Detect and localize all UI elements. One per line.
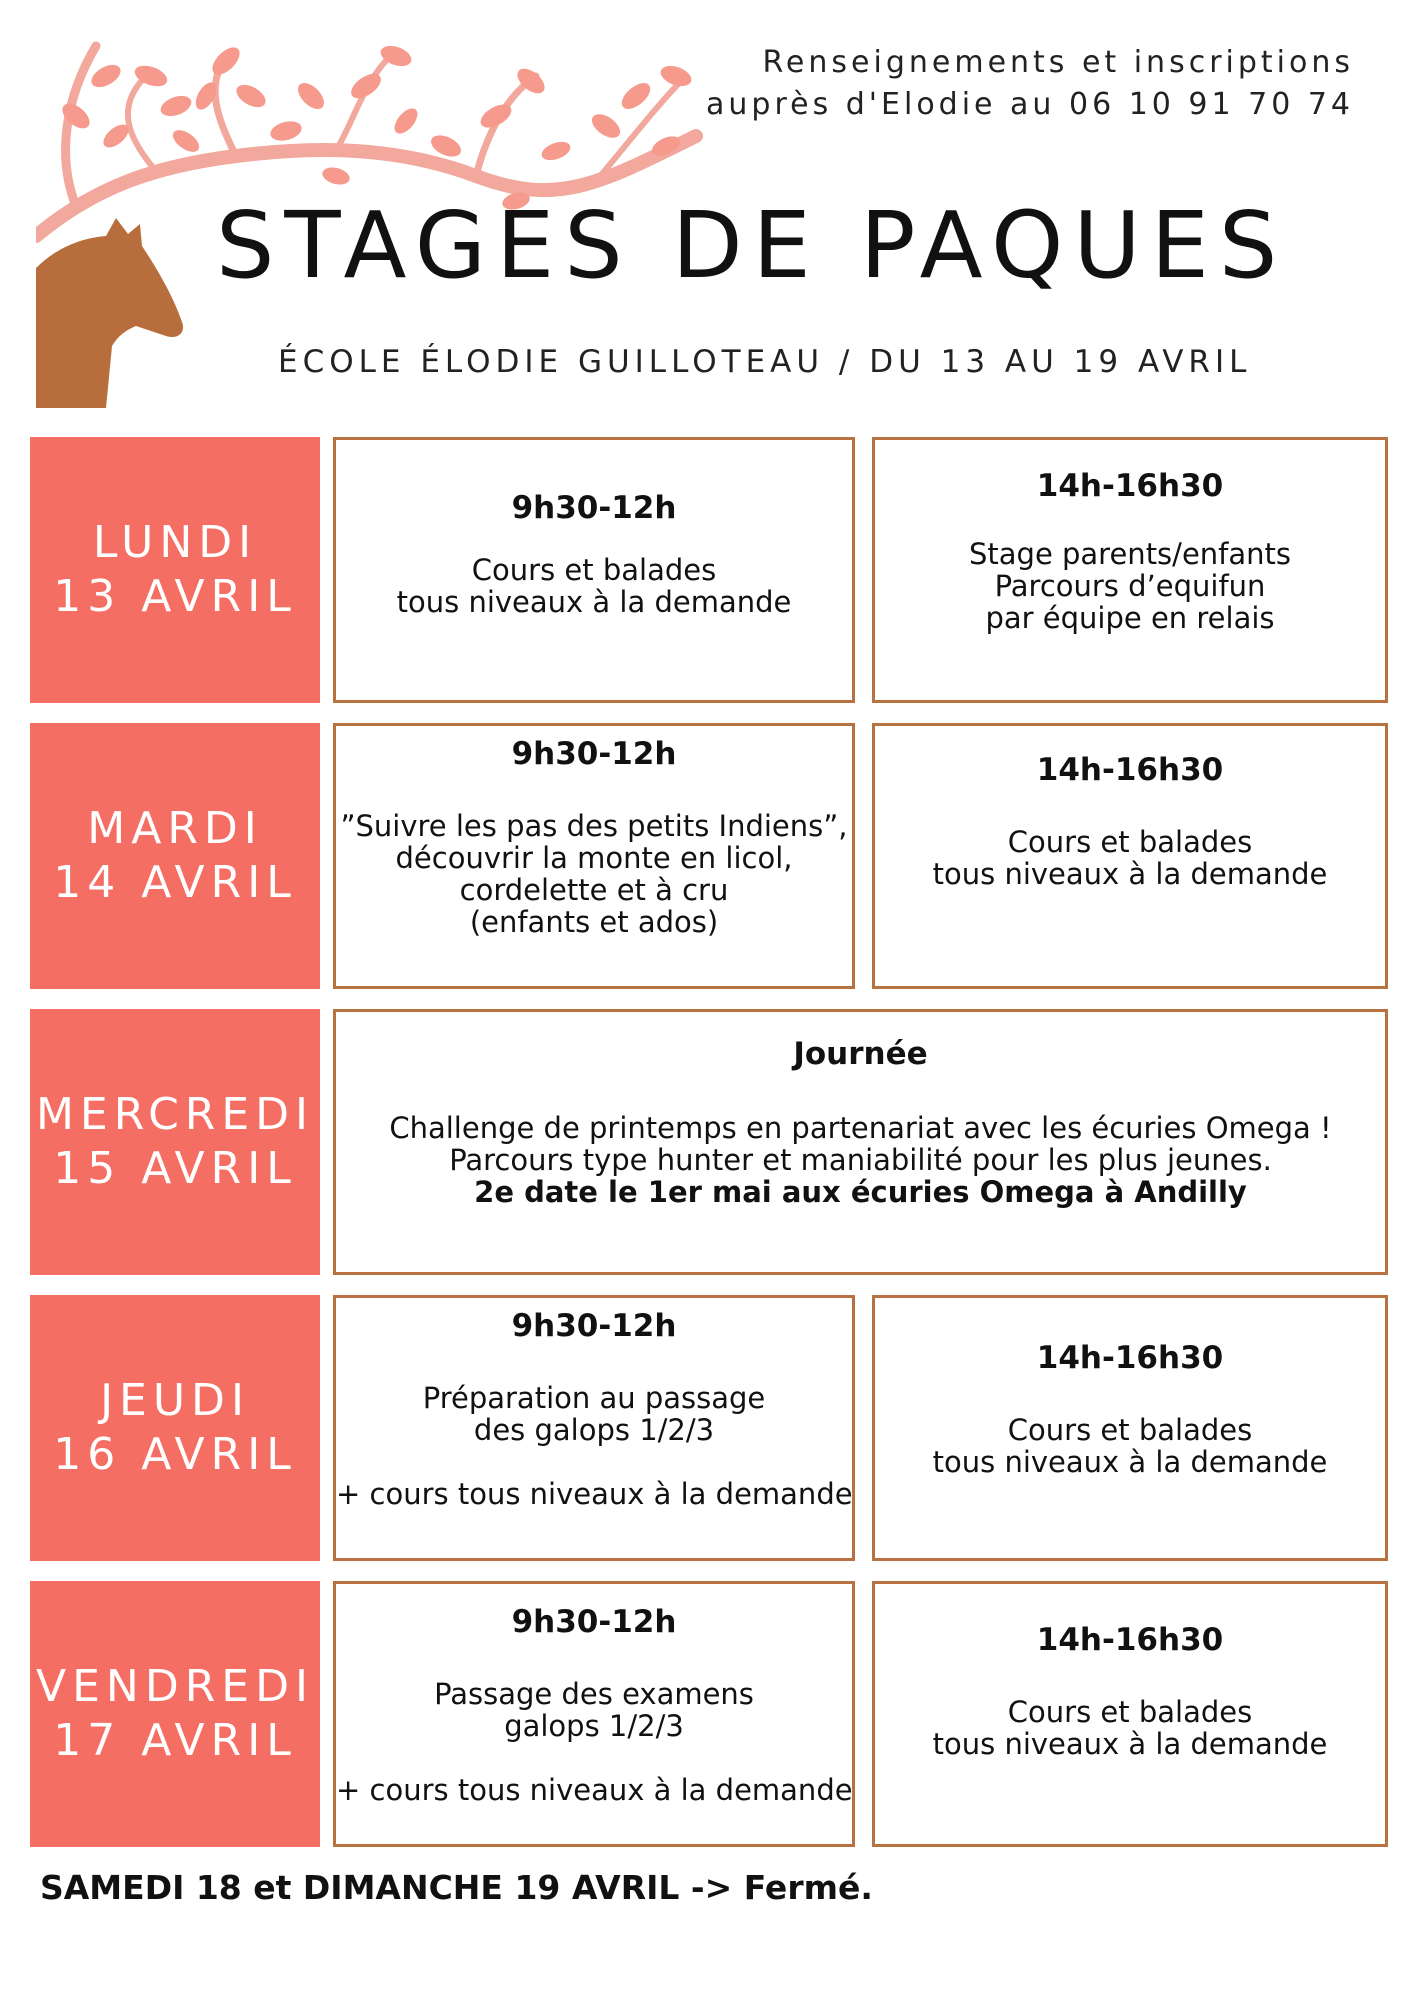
slot-text: Cours et balades [1007,825,1253,859]
page-subtitle: ÉCOLE ÉLODIE GUILLOTEAU / DU 13 AU 19 AVRIL [278,344,1252,380]
slot-text: Préparation au passage [422,1381,766,1415]
slot-text: Parcours type hunter et maniabilité pour les plus jeunes. [449,1143,1272,1177]
day-name: LUNDI [92,517,258,568]
horse-head-icon [36,218,186,408]
slot-text: Cours et balades [1007,1413,1253,1447]
closed-notice: SAMEDI 18 et DIMANCHE 19 AVRIL -> Fermé. [40,1868,873,1907]
day-date: 14 AVRIL [53,857,297,908]
slot-fullday-mercredi [333,1009,1388,1275]
slot-text: galops 1/2/3 [504,1709,684,1743]
day-label-vendredi [30,1581,320,1847]
slot-afternoon-mardi [872,723,1388,989]
slot-text: Cours et balades [1007,1695,1253,1729]
slot-text: Challenge de printemps en partenariat avec les écuries Omega ! [389,1111,1332,1145]
contact-line-1: Renseignements et inscriptions [762,45,1354,80]
slot-afternoon-vendredi [872,1581,1388,1847]
slot-text: tous niveaux à la demande [932,1727,1328,1761]
slot-time: 9h30-12h [511,736,677,772]
slot-text: Stage parents/enfants [968,537,1292,571]
day-name: JEUDI [100,1375,250,1426]
slot-text: Passage des examens [434,1677,754,1711]
slot-text: (enfants et ados) [469,905,719,939]
page-title: STAGES DE PAQUES [216,192,1288,299]
day-name: MARDI [87,803,263,854]
slot-morning-jeudi [333,1295,855,1561]
slot-time: 9h30-12h [511,490,677,526]
slot-text: Cours et balades [471,553,717,587]
slot-time: Journée [793,1036,928,1072]
day-label-jeudi [30,1295,320,1561]
slot-time: 14h-16h30 [1036,1340,1224,1376]
slot-extra: + cours tous niveaux à la demande [336,1477,853,1511]
slot-text: Parcours d’equifun [994,569,1266,603]
slot-time: 14h-16h30 [1036,468,1224,504]
slot-afternoon-lundi [872,437,1388,703]
slot-text-highlight: 2e date le 1er mai aux écuries Omega à Andilly [474,1175,1247,1209]
day-date: 17 AVRIL [53,1715,297,1766]
slot-text: tous niveaux à la demande [932,1445,1328,1479]
slot-extra: + cours tous niveaux à la demande [336,1773,853,1807]
slot-text: ”Suivre les pas des petits Indiens”, [340,809,848,843]
day-label-lundi [30,437,320,703]
day-label-mardi [30,723,320,989]
day-name: VENDREDI [36,1661,314,1712]
slot-time: 9h30-12h [511,1308,677,1344]
slot-time: 14h-16h30 [1036,752,1224,788]
slot-text: par équipe en relais [985,601,1275,635]
day-date: 15 AVRIL [53,1143,297,1194]
slot-text: cordelette et à cru [459,873,729,907]
contact-info [654,42,1354,126]
contact-line-2: auprès d'Elodie au 06 10 91 70 74 [706,87,1354,122]
slot-afternoon-jeudi [872,1295,1388,1561]
slot-time: 9h30-12h [511,1604,677,1640]
slot-morning-mardi [333,723,855,989]
day-label-mercredi [30,1009,320,1275]
slot-text: des galops 1/2/3 [473,1413,715,1447]
slot-morning-lundi [333,437,855,703]
slot-text: tous niveaux à la demande [932,857,1328,891]
slot-text: tous niveaux à la demande [396,585,792,619]
slot-text: découvrir la monte en licol, [395,841,793,875]
slot-time: 14h-16h30 [1036,1622,1224,1658]
day-date: 13 AVRIL [53,571,297,622]
day-name: MERCREDI [35,1089,315,1140]
day-date: 16 AVRIL [53,1429,297,1480]
slot-morning-vendredi [333,1581,855,1847]
